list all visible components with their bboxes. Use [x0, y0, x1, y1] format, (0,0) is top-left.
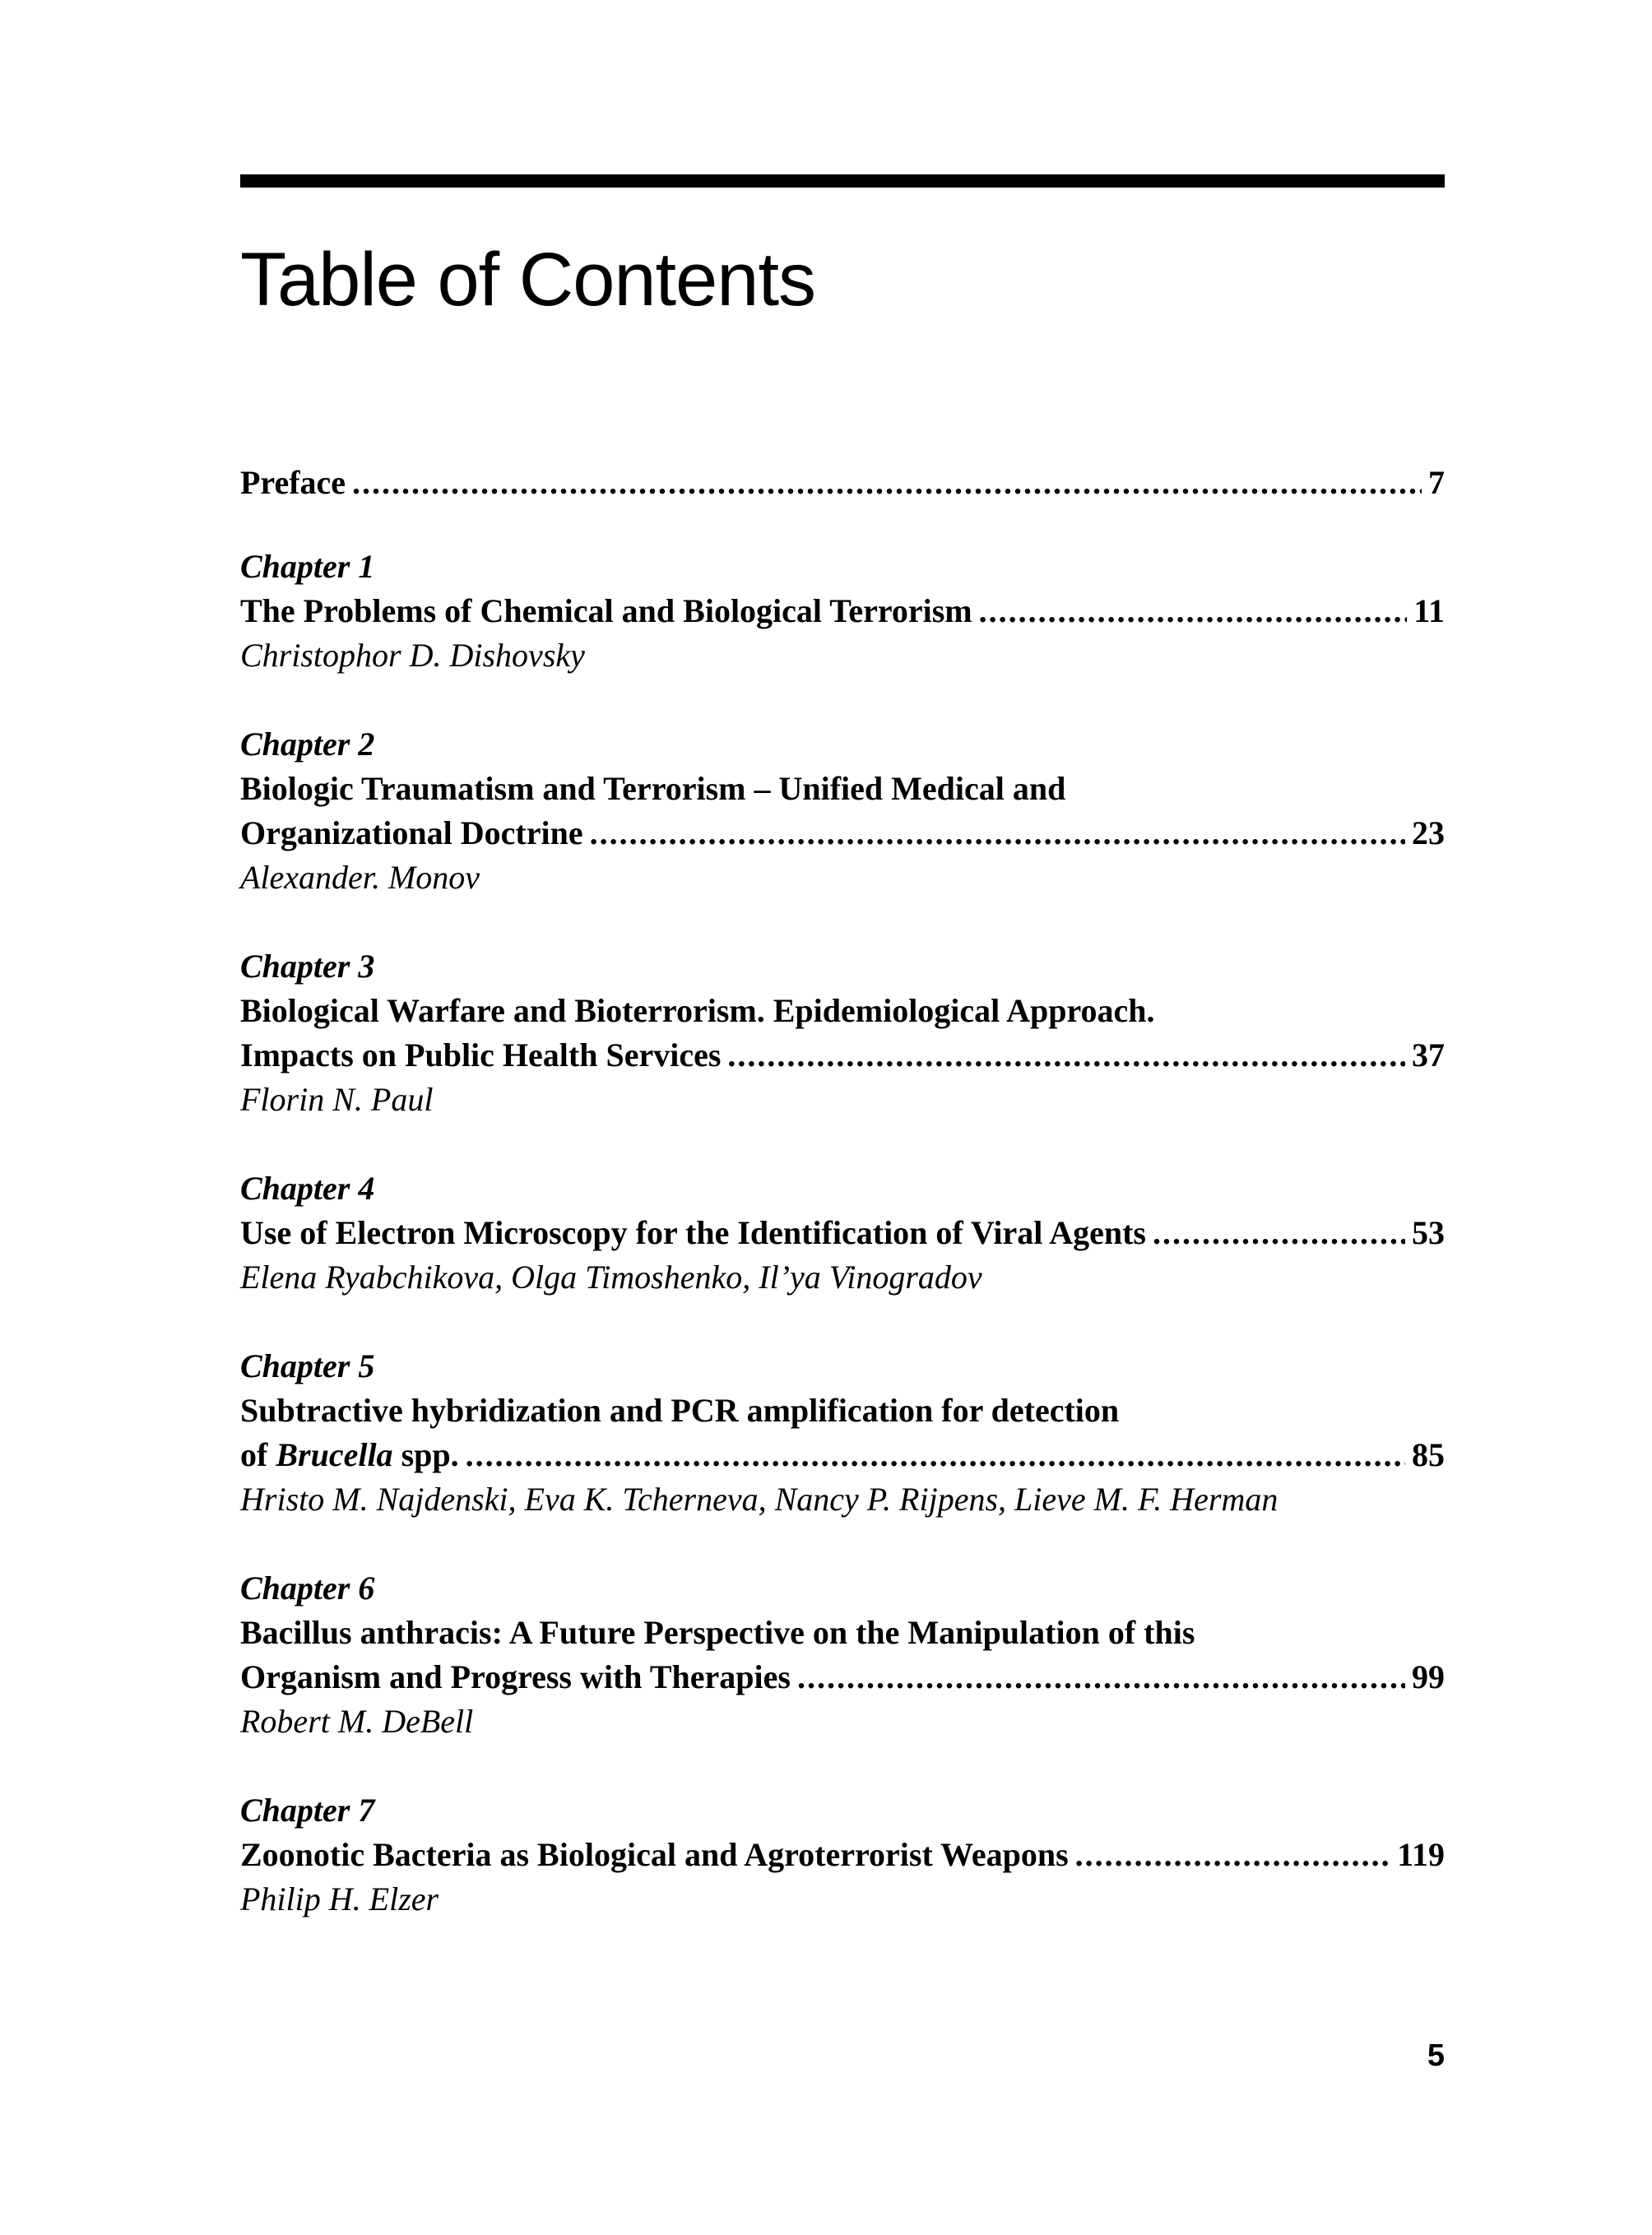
chapter-authors: Christophor D. Dishovsky: [240, 637, 585, 674]
dot-leader: [979, 589, 1408, 633]
toc-entry-preface[interactable]: [240, 461, 1445, 505]
toc-entry-title: Use of Electron Microscopy for the Identification of Viral Agents: [240, 1214, 1146, 1251]
toc-entry-title: The Problems of Chemical and Biological Terrorism: [240, 592, 972, 629]
toc-title-line: [240, 1211, 1445, 1255]
dot-leader: [1153, 1211, 1405, 1255]
toc-entry-chapter-1[interactable]: [240, 545, 1445, 678]
top-rule: [240, 174, 1445, 188]
toc-entry-title: Biological Warfare and Bioterrorism. Epidemiological Approach.: [240, 992, 1155, 1029]
toc-title-line: [240, 1833, 1445, 1877]
chapter-label: Chapter 2: [240, 726, 375, 763]
toc-page-number: 7: [1428, 464, 1445, 501]
dot-leader: [352, 461, 1422, 505]
chapter-authors: Robert M. DeBell: [240, 1703, 474, 1740]
toc-title-line: [240, 461, 1445, 505]
toc-entry-chapter-2[interactable]: [240, 722, 1445, 900]
toc-entry-chapter-6[interactable]: [240, 1566, 1445, 1744]
dot-leader: [727, 1033, 1405, 1078]
toc-entry-title: Organizational Doctrine: [240, 814, 583, 851]
toc-entry-chapter-4[interactable]: [240, 1166, 1445, 1300]
toc-title-line: [240, 811, 1445, 856]
toc-entry-title: Organism and Progress with Therapies: [240, 1658, 791, 1695]
toc-title-line: [240, 1433, 1445, 1477]
dot-leader: [797, 1655, 1405, 1699]
dot-leader: [590, 811, 1405, 856]
chapter-label: Chapter 4: [240, 1170, 375, 1207]
toc-entry-title: Biologic Traumatism and Terrorism – Unified Medical and: [240, 770, 1066, 807]
chapter-label: Chapter 3: [240, 948, 375, 985]
chapter-authors: Philip H. Elzer: [240, 1880, 439, 1917]
toc-page-number: 53: [1412, 1214, 1445, 1251]
chapter-label: Chapter 7: [240, 1792, 375, 1829]
chapter-label: Chapter 1: [240, 548, 375, 585]
toc-list: [240, 461, 1445, 1966]
toc-page-number: 99: [1412, 1658, 1445, 1695]
chapter-label: Chapter 5: [240, 1347, 375, 1384]
toc-page-number: 23: [1412, 814, 1445, 851]
toc-entry-chapter-3[interactable]: [240, 944, 1445, 1122]
toc-page-number: 11: [1413, 592, 1445, 629]
toc-entry-title: Preface: [240, 464, 346, 501]
chapter-authors: Hristo M. Najdenski, Eva K. Tcherneva, Nancy P. Rijpens, Lieve M. F. Herman: [240, 1481, 1278, 1518]
toc-title-line: [240, 589, 1445, 633]
toc-title-line: [240, 1655, 1445, 1699]
toc-page-number: 119: [1397, 1836, 1445, 1873]
genus-name: Brucella: [276, 1436, 393, 1473]
toc-entry-title: [240, 1433, 459, 1477]
page-number: 5: [1427, 2038, 1445, 2073]
toc-entry-title: Subtractive hybridization and PCR amplification for detection: [240, 1392, 1120, 1429]
dot-leader: [466, 1433, 1405, 1477]
dot-leader: [1075, 1833, 1391, 1877]
toc-title-line: [240, 1033, 1445, 1078]
chapter-authors: Alexander. Monov: [240, 859, 480, 896]
title-suffix: spp.: [392, 1436, 459, 1473]
toc-entry-title: Bacillus anthracis: A Future Perspective on the Manipulation of this: [240, 1614, 1195, 1651]
page-title: Table of Contents: [240, 238, 816, 322]
chapter-authors: Florin N. Paul: [240, 1081, 434, 1118]
toc-page-number: 37: [1412, 1036, 1445, 1073]
toc-entry-chapter-5[interactable]: [240, 1344, 1445, 1522]
chapter-authors: Elena Ryabchikova, Olga Timoshenko, Il’ya Vinogradov: [240, 1259, 982, 1296]
chapter-label: Chapter 6: [240, 1570, 375, 1607]
toc-page-number: 85: [1412, 1436, 1445, 1473]
toc-entry-title: Impacts on Public Health Services: [240, 1036, 722, 1073]
toc-entry-chapter-7[interactable]: [240, 1788, 1445, 1922]
toc-entry-title: Zoonotic Bacteria as Biological and Agroterrorist Weapons: [240, 1836, 1069, 1873]
title-prefix: of: [240, 1436, 276, 1473]
